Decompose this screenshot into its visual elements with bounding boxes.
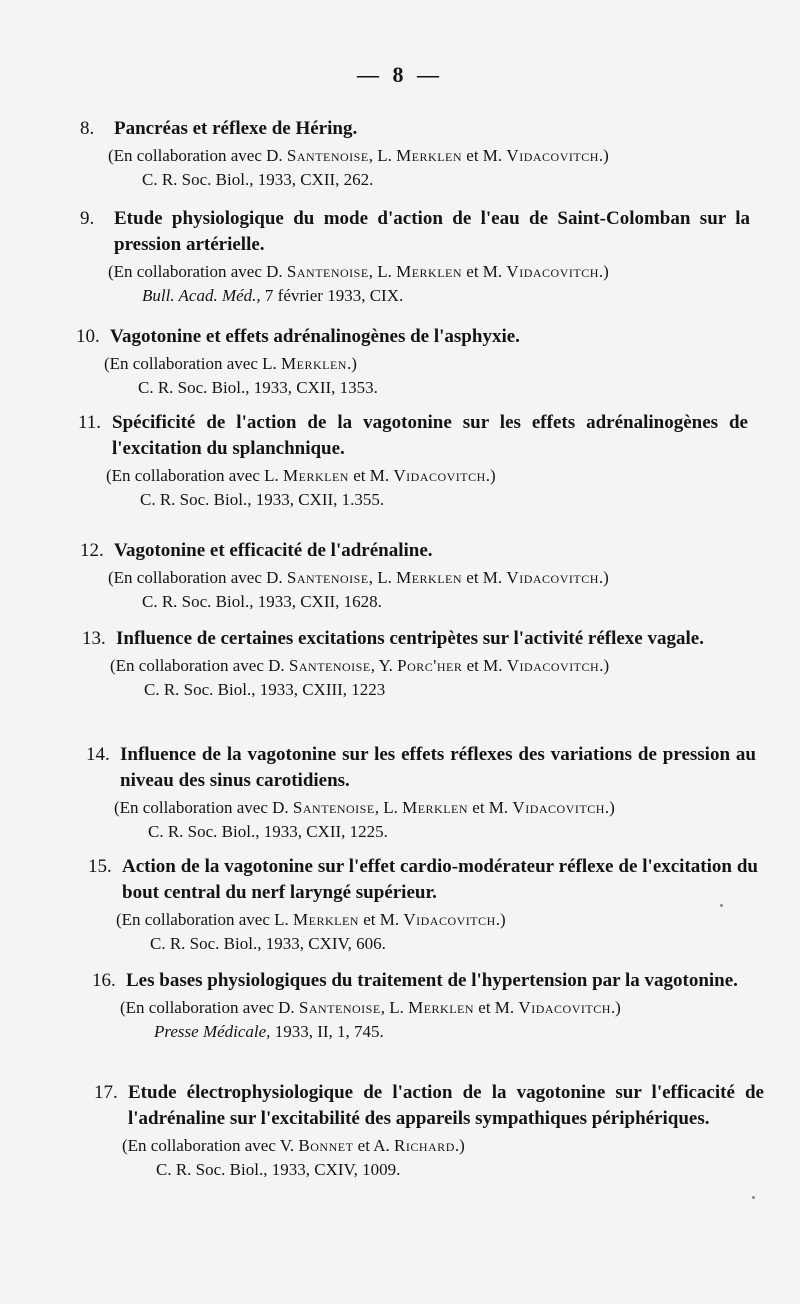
entry-number: 10. [76, 326, 100, 347]
entry-collaboration: (En collaboration avec D. Santenoise, L. Merklen et M. Vidacovitch.) [108, 262, 609, 281]
entry-title-text: Influence de certaines excitations centripètes sur l'activité réflexe vagale. [116, 628, 704, 649]
entry-title-text: Pancréas et réflexe de Héring. [114, 118, 358, 139]
entry-title [80, 206, 750, 258]
entry-citation: C. R. Soc. Biol., 1933, CXII, 1.355. [140, 490, 385, 509]
entry-number: 8. [80, 118, 95, 139]
entry-collaboration: (En collaboration avec D. Santenoise, L. Merklen et M. Vidacovitch.) [120, 998, 621, 1017]
bibliography-entry [86, 742, 756, 844]
entry-title-text: Action de la vagotonine sur l'effet cardio-modérateur réflexe de l'excitation du bout central du nerf laryngé supérieur. [122, 856, 758, 903]
entry-number: 12. [80, 540, 104, 561]
journal-name: Bull. Acad. Méd., [142, 286, 261, 305]
entry-number: 16. [92, 970, 116, 991]
journal-name: Presse Médicale, [154, 1022, 271, 1041]
bibliography-entry [80, 206, 750, 308]
entry-citation: Presse Médicale, 1933, II, 1, 745. [154, 1022, 384, 1041]
entry-title-text: Etude physiologique du mode d'action de l'eau de Saint-Colomban sur la pression artérielle. [114, 208, 750, 255]
entry-title-text: Etude électrophysiologique de l'action de la vagotonine sur l'efficacité de l'adrénaline sur l'excitabilité des appareils sympathiques périphériques. [128, 1082, 764, 1129]
entry-number: 11. [78, 412, 102, 433]
entry-number: 17. [94, 1082, 118, 1103]
entry-title-text: Influence de la vagotonine sur les effets réflexes des variations de pression au niveau des sinus carotidiens. [120, 744, 756, 791]
bibliography-entry [76, 324, 736, 400]
scan-speck [720, 904, 723, 907]
entry-title-text: Spécificité de l'action de la vagotonine sur les effets adrénalinogènes de l'excitation du splanchnique. [112, 412, 748, 459]
entry-title [94, 1080, 764, 1132]
entry-collaboration: (En collaboration avec D. Santenoise, L. Merklen et M. Vidacovitch.) [114, 798, 615, 817]
entry-citation: C. R. Soc. Biol., 1933, CXIV, 1009. [156, 1160, 401, 1179]
entry-citation: C. R. Soc. Biol., 1933, CXIV, 606. [150, 934, 386, 953]
entry-title-text: Les bases physiologiques du traitement de l'hypertension par la vagotonine. [126, 970, 738, 991]
entry-title [86, 742, 756, 794]
entry-citation: C. R. Soc. Biol., 1933, CXII, 1628. [142, 592, 382, 611]
entry-citation: C. R. Soc. Biol., 1933, CXII, 1225. [148, 822, 388, 841]
bibliography-entry [94, 1080, 764, 1182]
entry-collaboration: (En collaboration avec D. Santenoise, Y. Porc'her et M. Vidacovitch.) [110, 656, 610, 675]
entry-title [80, 116, 740, 142]
entry-collaboration: (En collaboration avec D. Santenoise, L. Merklen et M. Vidacovitch.) [108, 568, 609, 587]
entry-number: 13. [82, 628, 106, 649]
entry-number: 15. [88, 856, 112, 877]
bibliography-entry [88, 854, 758, 956]
entry-collaboration: (En collaboration avec L. Merklen et M. Vidacovitch.) [116, 910, 506, 929]
entry-citation: Bull. Acad. Méd., 7 février 1933, CIX. [142, 286, 404, 305]
entry-title [92, 968, 762, 994]
bibliography-entry [92, 968, 762, 1044]
entry-number: 14. [86, 744, 110, 765]
bibliography-entry [80, 538, 740, 614]
entry-title [82, 626, 752, 652]
entry-title [78, 410, 748, 462]
bibliography-entry [80, 116, 740, 192]
bibliography-entry [82, 626, 752, 702]
entry-citation: C. R. Soc. Biol., 1933, CXII, 1353. [138, 378, 378, 397]
entry-number: 9. [80, 208, 95, 229]
entry-collaboration: (En collaboration avec D. Santenoise, L. Merklen et M. Vidacovitch.) [108, 146, 609, 165]
entry-collaboration: (En collaboration avec V. Bonnet et A. Richard.) [122, 1136, 465, 1155]
entry-collaboration: (En collaboration avec L. Merklen.) [104, 354, 357, 373]
scan-speck [752, 1196, 755, 1199]
entry-citation: C. R. Soc. Biol., 1933, CXIII, 1223 [144, 680, 386, 699]
entry-title-text: Vagotonine et effets adrénalinogènes de l'asphyxie. [110, 326, 520, 347]
entry-title-text: Vagotonine et efficacité de l'adrénaline. [114, 540, 433, 561]
entry-collaboration: (En collaboration avec L. Merklen et M. Vidacovitch.) [106, 466, 496, 485]
page-number: — 8 — [357, 62, 443, 87]
entry-title [88, 854, 758, 906]
entry-title [80, 538, 740, 564]
entry-title [76, 324, 736, 350]
bibliography-entry [78, 410, 748, 512]
entry-citation: C. R. Soc. Biol., 1933, CXII, 262. [142, 170, 374, 189]
